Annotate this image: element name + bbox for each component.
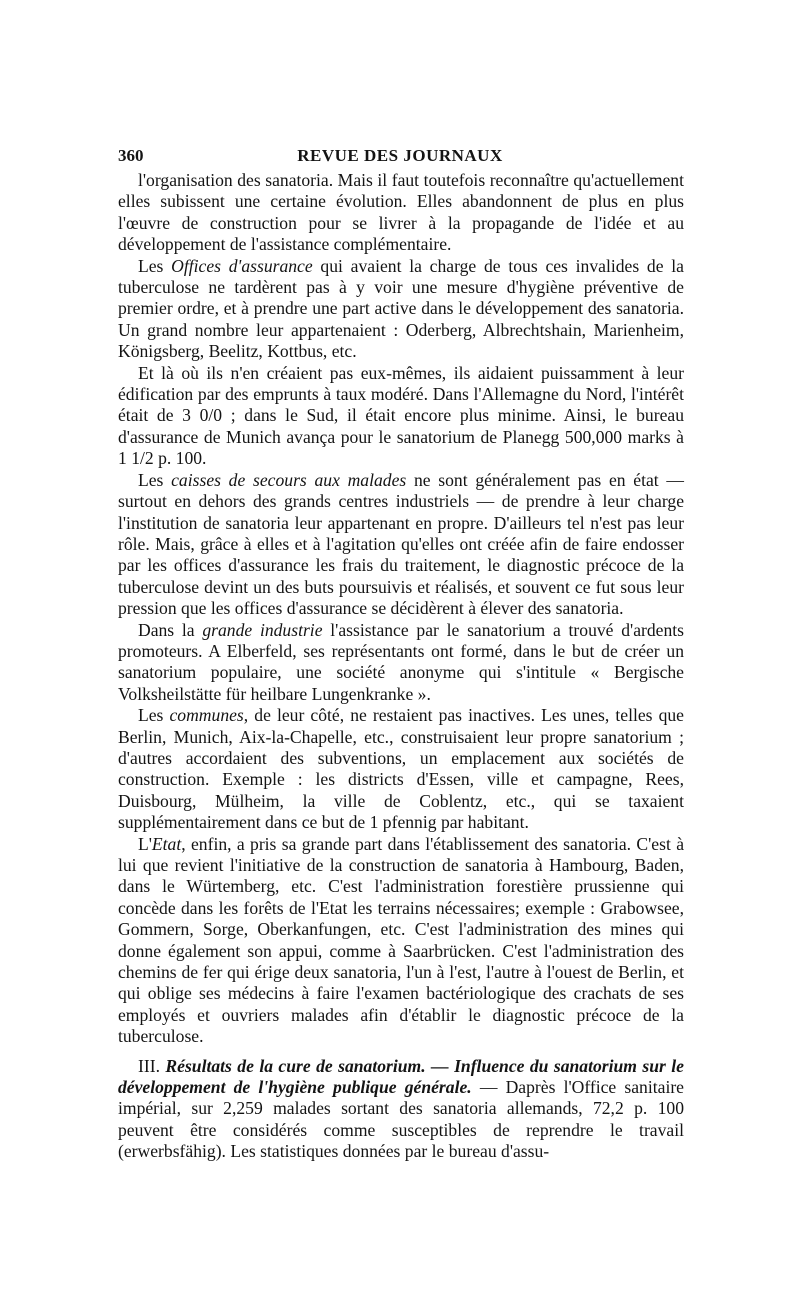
page-header (118, 144, 682, 168)
italic-term: communes (169, 705, 244, 726)
paragraph-text: , de leur côté, ne restaient pas inactives. Les unes, telles que Berlin, Munich, Aix-la-Chapelle, etc., construisaient leur propre sanatorium ; d'autres accordaient des subventions, un emplacement aux sociétés de construction. Exemple : les districts d'Essen, ville et campagne, Rees, Duisbourg, Mülheim, la ville de Coblentz, etc., qui se taxaient supplémentairement dans ce but de 1 pfennig par habitant. (118, 705, 684, 833)
paragraph-3 (118, 363, 684, 470)
paragraph-etat (118, 834, 684, 1048)
paragraph-offices-assurance (118, 256, 684, 363)
paragraph-text: qui avaient la charge de tous ces invalides de la tuberculose ne tardèrent pas à y voir une mesure d'hygiène préventive de premier ordre, et à prendre une part active dans le développement des sanatoria. Un grand nombre leur appartenaient : Oderberg, Albrechtshain, Marienheim, Königsberg, Beelitz, Kottbus, etc. (118, 255, 684, 362)
italic-term: caisses de secours aux malades (171, 469, 407, 490)
paragraph-text: Et là où ils n'en créaient pas eux-mêmes, ils aidaient puissamment à leur édification par des emprunts à taux modéré. Dans l'Allemagne du Nord, l'intérêt était de 3 0/0 ; dans le Sud, il était encore plus minime. Ainsi, le bureau d'assurance de Munich avança pour le sanatorium de Planegg 500,000 marks à 1 1/2 p. 100. (118, 362, 684, 469)
italic-term: Offices d'assurance (171, 255, 313, 276)
paragraph-grande-industrie (118, 620, 684, 706)
section-heading: Résultats de la cure de sanatorium. — Influence du sanatorium sur le développement de l'hygiène publique générale. (118, 1055, 684, 1098)
italic-term: Etat (151, 833, 182, 854)
paragraph-text: l'assistance par le sanatorium a trouvé d'ardents promoteurs. A Elberfeld, ses représentants ont formé, dans le but de créer un sanatorium populaire, une société anonyme qui s'intitule « Bergische Volksheilstätte für heilbare Lungenkranke ». (118, 619, 685, 704)
paragraph-text: ne sont généralement pas en état — surtout en dehors des grands centres industriels — de prendre à leur charge l'institution de sanatoria leur appartenant en propre. D'ailleurs tel n'est pas leur rôle. Mais, grâce à elles et à l'agitation qu'elles ont créée afin de faire endosser par les offices d'assurance les frais du traitement, le diagnostic précoce de la tuberculose devint un des buts poursuivis et réalisés, et souvent ce fut sous leur pression que les offices d'assurance se décidèrent à élever des sanatoria. (118, 469, 684, 619)
paragraph-caisses-secours (118, 470, 684, 620)
paragraph-text: , enfin, a pris sa grande part dans l'établissement des sanatoria. C'est à lui que revient l'initiative de la construction de sanatoria à Hambourg, Baden, dans le Würtemberg, etc. C'est l'administration forestière prussienne qui concède dans les forêts de l'Etat les terrains nécessaires; exemple : Grabowsee, Gommern, Sorge, Oberkanfungen, etc. C'est l'administration des mines qui donne également son appui, comme à Saarbrücken. C'est l'administration des chemins de fer qui érige deux sanatoria, l'un à l'est, l'autre à l'ouest de Berlin, et qui oblige ses médecins à faire l'examen bactériologique des crachats de ses employés et ouvriers malades afin d'établir le diagnostic précoce de la tuberculose. (118, 833, 684, 1047)
paragraph-lead: Les (138, 255, 172, 276)
italic-term: grande industrie (202, 619, 323, 640)
paragraph-lead: Dans la (138, 619, 203, 640)
paragraph-communes (118, 705, 684, 833)
page-number: 360 (118, 146, 144, 165)
paragraph-lead: Les (138, 469, 172, 490)
running-title: REVUE DES JOURNAUX (297, 146, 503, 165)
section-text: — Daprès l'Office sanitaire impérial, sur 2,259 malades sortant des sanatoria allemands, 72,2 p. 100 peuvent être considérés comme susceptibles de reprendre le travail (erwerbsfähig). Les statistiques données par le bureau d'assu- (118, 1077, 684, 1162)
paragraph-1 (118, 170, 684, 256)
paragraph-text: l'organisation des sanatoria. Mais il faut toutefois reconnaître qu'actuellement elles subissent une certaine évolution. Elles abandonnent de plus en plus l'œuvre de construction pour se livrer à la propagande de l'idée et au développement de l'assistance complémentaire. (118, 170, 684, 255)
section-number: III. (138, 1055, 160, 1076)
section-3-paragraph (118, 1056, 684, 1163)
body-text (118, 170, 684, 1163)
paragraph-lead: Les (138, 705, 170, 726)
paragraph-lead: L' (138, 833, 152, 854)
